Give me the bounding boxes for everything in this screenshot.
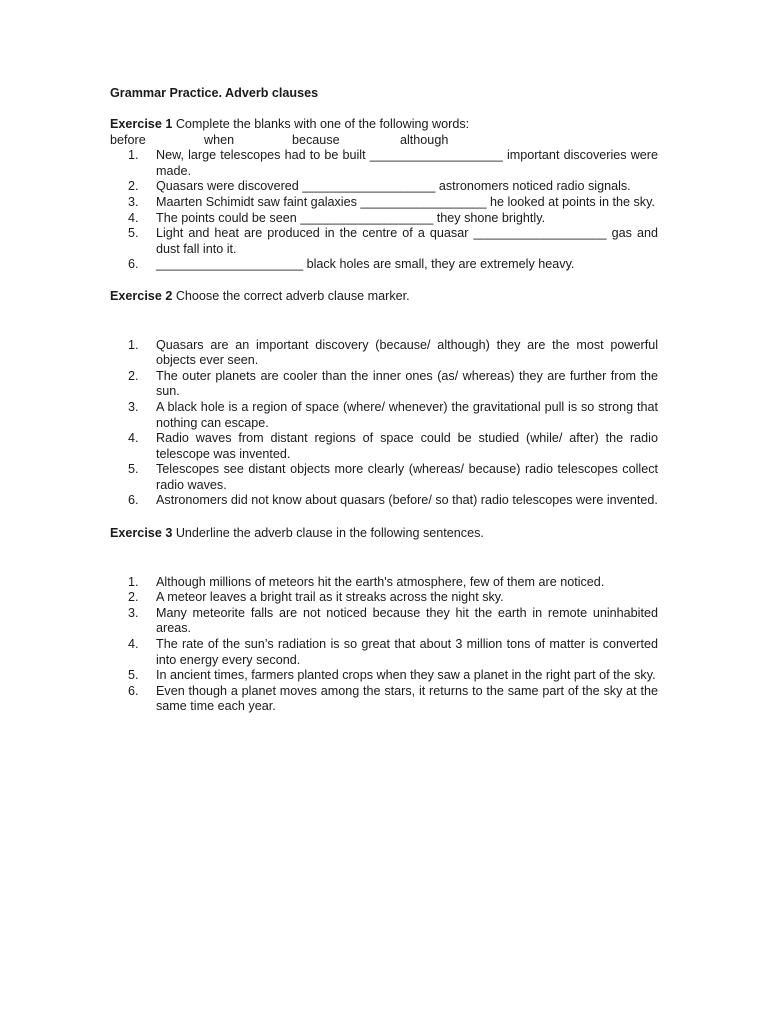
item-number: 1. <box>128 148 139 163</box>
exercise-3-label: Exercise 3 <box>110 526 173 541</box>
word-bank-item: before <box>110 132 146 147</box>
list-item <box>110 369 658 400</box>
item-text: Telescopes see distant objects more clearly (whereas/ because) radio telescopes collect radio waves. <box>156 462 658 492</box>
list-item <box>110 179 658 195</box>
exercise-2-list <box>110 338 658 510</box>
item-text: A meteor leaves a bright trail as it streaks across the night sky. <box>156 590 504 605</box>
item-number: 6. <box>128 493 139 508</box>
item-number: 2. <box>128 368 139 383</box>
exercise-1-list <box>110 148 658 273</box>
list-item <box>110 226 658 257</box>
exercise-3-heading <box>110 526 658 542</box>
item-number: 4. <box>128 210 139 225</box>
item-text: A black hole is a region of space (where/ whenever) the gravitational pull is so strong that nothing can escape. <box>156 399 658 430</box>
item-text: The rate of the sun’s radiation is so great that about 3 million tons of matter is converted into energy every second. <box>156 637 658 667</box>
item-text: Light and heat are produced in the centre of a quasar ___________________ gas and dust fall into it. <box>156 226 658 256</box>
page-title: Grammar Practice. Adverb clauses <box>110 86 319 100</box>
exercise-2-instruction: Choose the correct adverb clause marker. <box>175 288 410 303</box>
item-number: 5. <box>128 668 139 683</box>
item-number: 3. <box>128 194 139 209</box>
exercise-1-heading <box>110 117 658 133</box>
item-number: 6. <box>128 683 139 698</box>
item-text: Astronomers did not know about quasars (before/ so that) radio telescopes were invented. <box>156 493 658 508</box>
item-text: Even though a planet moves among the stars, it returns to the same part of the sky at the same time each year. <box>156 683 658 714</box>
item-text: Radio waves from distant regions of space could be studied (while/ after) the radio telescope was invented. <box>156 431 658 461</box>
item-text: The points could be seen ___________________ they shone brightly. <box>156 210 546 225</box>
word-bank-item: although <box>400 132 449 147</box>
list-item <box>110 493 658 509</box>
item-number: 2. <box>128 590 139 605</box>
list-item <box>110 257 658 273</box>
list-item <box>110 211 658 227</box>
item-number: 5. <box>128 462 139 477</box>
item-number: 4. <box>128 637 139 652</box>
item-number: 3. <box>128 605 139 620</box>
list-item <box>110 195 658 211</box>
item-text: _____________________ black holes are small, they are extremely heavy. <box>156 257 575 272</box>
list-item <box>110 462 658 493</box>
item-text: Maarten Schimidt saw faint galaxies __________________ he looked at points in the sky. <box>156 194 655 209</box>
exercise-2-heading <box>110 289 658 305</box>
item-text: Quasars are an important discovery (because/ although) they are the most powerful objects ever seen. <box>156 337 658 368</box>
worksheet-page <box>110 86 658 715</box>
exercise-3-instruction: Underline the adverb clause in the following sentences. <box>175 526 484 541</box>
word-bank <box>110 133 658 149</box>
exercise-1-instruction: Complete the blanks with one of the following words: <box>175 117 470 131</box>
list-item <box>110 400 658 431</box>
exercise-2-label: Exercise 2 <box>110 288 173 303</box>
list-item <box>110 338 658 369</box>
list-item <box>110 668 658 684</box>
item-text: Although millions of meteors hit the earth's atmosphere, few of them are noticed. <box>156 574 605 589</box>
item-text: In ancient times, farmers planted crops when they saw a planet in the right part of the sky. <box>156 668 656 683</box>
list-item <box>110 590 658 606</box>
item-number: 5. <box>128 226 139 241</box>
exercise-1-label: Exercise 1 <box>110 117 173 131</box>
item-number: 2. <box>128 179 139 194</box>
item-number: 1. <box>128 337 139 352</box>
item-number: 6. <box>128 257 139 272</box>
list-item <box>110 431 658 462</box>
item-text: The outer planets are cooler than the inner ones (as/ whereas) they are further from the sun. <box>156 368 658 399</box>
exercise-3-list <box>110 575 658 715</box>
item-number: 1. <box>128 574 139 589</box>
item-text: New, large telescopes had to be built ___________________ important discoveries were made. <box>156 148 658 178</box>
list-item <box>110 148 658 179</box>
list-item <box>110 606 658 637</box>
item-number: 4. <box>128 431 139 446</box>
item-number: 3. <box>128 399 139 414</box>
list-item <box>110 684 658 715</box>
word-bank-item: when <box>204 132 235 147</box>
word-bank-item: because <box>292 132 340 147</box>
list-item <box>110 575 658 591</box>
item-text: Many meteorite falls are not noticed because they hit the earth in remote uninhabited areas. <box>156 605 658 636</box>
list-item <box>110 637 658 668</box>
item-text: Quasars were discovered ___________________ astronomers noticed radio signals. <box>156 179 631 194</box>
